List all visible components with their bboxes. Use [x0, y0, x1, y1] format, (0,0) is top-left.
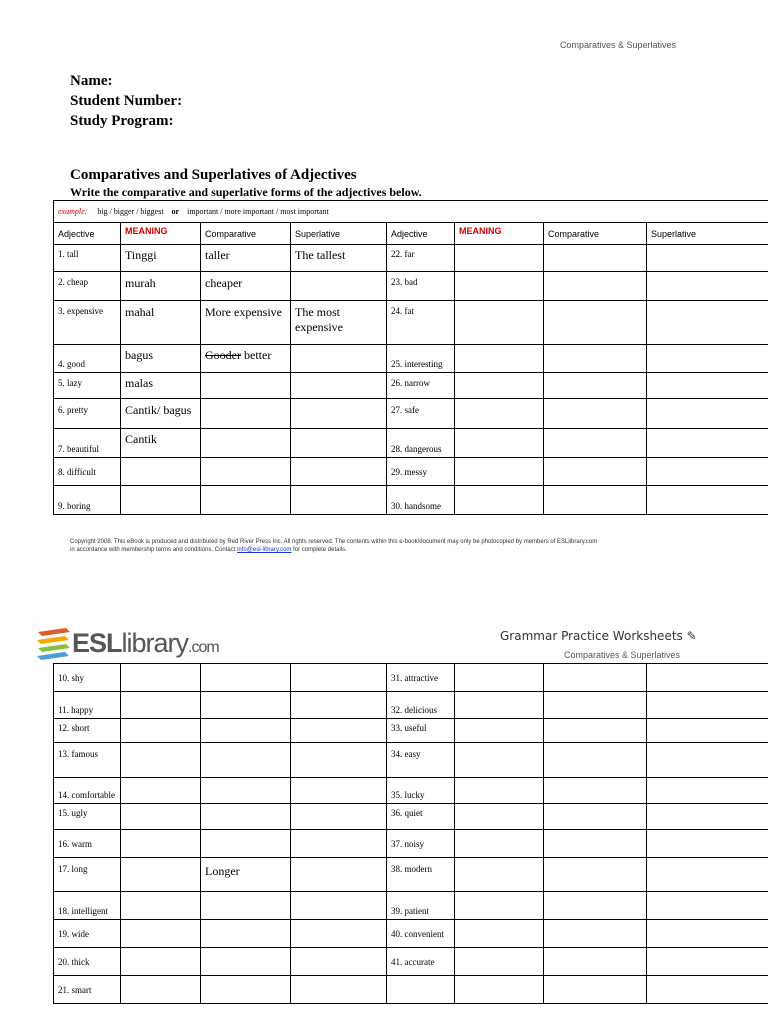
table-row — [54, 272, 768, 301]
adjective-cell: 37. noisy — [387, 830, 455, 858]
comparative-cell[interactable] — [544, 486, 647, 515]
superlative-cell[interactable] — [647, 920, 768, 948]
superlative-cell[interactable] — [647, 948, 768, 976]
adjective-cell: 40. convenient — [387, 920, 455, 948]
comparative-cell[interactable] — [544, 743, 647, 778]
header-meaning: MEANING — [121, 223, 201, 245]
adjective-cell: 16. warm — [54, 830, 121, 858]
superlative-cell[interactable] — [647, 743, 768, 778]
table-row — [54, 245, 768, 272]
superlative-cell[interactable] — [647, 719, 768, 743]
meaning-cell[interactable] — [455, 719, 544, 743]
meaning-cell[interactable] — [455, 778, 544, 804]
meaning-cell[interactable] — [455, 301, 544, 345]
meaning-cell[interactable]: Tinggi — [121, 245, 201, 272]
student-info-fields — [70, 71, 182, 131]
table-row — [54, 458, 768, 486]
meaning-cell[interactable] — [455, 458, 544, 486]
struck-answer: Gooder — [205, 348, 241, 362]
meaning-cell[interactable] — [455, 429, 544, 458]
superlative-cell[interactable] — [291, 719, 387, 743]
comparative-cell[interactable] — [201, 830, 291, 858]
superlative-cell[interactable] — [647, 892, 768, 920]
comparative-cell[interactable] — [544, 692, 647, 719]
comparative-cell[interactable]: taller — [201, 245, 291, 272]
comparative-cell[interactable] — [201, 692, 291, 719]
worksheet-instructions: Write the comparative and superlative forms of the adjectives below. — [70, 185, 422, 199]
comparative-cell[interactable] — [201, 948, 291, 976]
adjective-cell: 38. modern — [387, 858, 455, 892]
comparative-cell[interactable] — [544, 948, 647, 976]
example-or: or — [171, 207, 180, 216]
meaning-cell[interactable]: mahal — [121, 301, 201, 345]
meaning-cell[interactable] — [455, 830, 544, 858]
adjective-cell: 2. cheap — [54, 272, 121, 301]
adjective-cell: 36. quiet — [387, 804, 455, 830]
adjective-cell: 39. patient — [387, 892, 455, 920]
adjective-cell: 28. dangerous — [387, 429, 455, 458]
book-stack-icon — [36, 626, 72, 660]
comparative-cell[interactable]: Longer — [201, 858, 291, 892]
table-row — [54, 920, 768, 948]
adjective-cell: 6. pretty — [54, 399, 121, 429]
corrected-answer: better — [244, 348, 272, 362]
header-comparative: Comparative — [201, 223, 291, 245]
superlative-cell[interactable] — [647, 830, 768, 858]
adjective-cell: 5. lazy — [54, 373, 121, 399]
comparative-cell[interactable] — [544, 719, 647, 743]
adjective-cell: 4. good — [54, 345, 121, 373]
adjectives-table-page1 — [53, 200, 768, 515]
superlative-cell[interactable] — [647, 373, 768, 399]
table-row — [54, 719, 768, 743]
adjective-cell: 12. short — [54, 719, 121, 743]
table-row — [54, 301, 768, 345]
pencil-icon: ✎ — [686, 629, 697, 643]
comparative-cell[interactable] — [544, 245, 647, 272]
comparative-cell[interactable] — [201, 345, 291, 373]
superlative-cell[interactable] — [291, 804, 387, 830]
meaning-cell[interactable] — [121, 976, 201, 1004]
copyright-line-2-pre: in accordance with membership terms and conditions. Contact — [70, 547, 238, 553]
superlative-cell[interactable] — [291, 345, 387, 373]
adjective-cell: 20. thick — [54, 948, 121, 976]
comparative-cell[interactable] — [544, 920, 647, 948]
superlative-cell[interactable] — [647, 692, 768, 719]
contact-email-link[interactable]: info@esl-library.com — [237, 547, 292, 553]
comparative-cell[interactable] — [544, 373, 647, 399]
example-text-2: important / more important / most important — [187, 207, 329, 216]
copyright-line-2 — [70, 546, 597, 554]
superlative-cell[interactable] — [291, 692, 387, 719]
comparative-cell[interactable] — [544, 892, 647, 920]
example-text-1: big / bigger / biggest — [97, 207, 164, 216]
table-row — [54, 892, 768, 920]
adjective-cell: 10. shy — [54, 664, 121, 692]
meaning-cell[interactable] — [121, 892, 201, 920]
comparative-cell[interactable] — [201, 804, 291, 830]
adjective-cell: 25. interesting — [387, 345, 455, 373]
adjective-cell: 29. messy — [387, 458, 455, 486]
superlative-cell[interactable] — [647, 858, 768, 892]
meaning-cell[interactable]: Cantik/ bagus — [121, 399, 201, 429]
superlative-cell[interactable] — [291, 858, 387, 892]
meaning-cell[interactable]: Cantik — [121, 429, 201, 458]
adjective-cell: 23. bad — [387, 272, 455, 301]
meaning-cell[interactable] — [121, 664, 201, 692]
superlative-cell[interactable] — [291, 743, 387, 778]
comparative-cell[interactable] — [544, 664, 647, 692]
comparative-cell[interactable] — [544, 301, 647, 345]
logo-esl: ESL — [72, 627, 122, 658]
study-program-label: Study Program: — [70, 113, 174, 129]
table-row — [54, 373, 768, 399]
superlative-cell[interactable]: The tallest — [291, 245, 387, 272]
meaning-cell[interactable] — [455, 858, 544, 892]
header-adjective-2: Adjective — [387, 223, 455, 245]
meaning-cell[interactable] — [121, 948, 201, 976]
comparative-cell[interactable] — [201, 486, 291, 515]
adjective-cell: 18. intelligent — [54, 892, 121, 920]
adjective-cell — [387, 976, 455, 1004]
logo-library: library — [121, 627, 189, 658]
adjectives-table-page2 — [53, 663, 768, 1004]
meaning-cell[interactable] — [455, 373, 544, 399]
header-superlative: Superlative — [291, 223, 387, 245]
meaning-cell[interactable] — [455, 486, 544, 515]
meaning-cell[interactable] — [121, 458, 201, 486]
table-row — [54, 778, 768, 804]
adjective-cell: 27. safe — [387, 399, 455, 429]
superlative-cell[interactable] — [291, 778, 387, 804]
superlative-cell[interactable] — [291, 976, 387, 1004]
page-header-subtitle: Comparatives & Superlatives — [559, 40, 676, 50]
meaning-cell[interactable] — [455, 272, 544, 301]
meaning-cell[interactable] — [121, 743, 201, 778]
adjective-cell: 13. famous — [54, 743, 121, 778]
comparative-cell[interactable]: cheaper — [201, 272, 291, 301]
table-row — [54, 345, 768, 373]
worksheet-title: Comparatives and Superlatives of Adjectives — [70, 167, 357, 183]
page2-header-subtitle: Comparatives & Superlatives — [564, 650, 681, 660]
header-adjective: Adjective — [54, 223, 121, 245]
adjective-cell: 14. comfortable — [54, 778, 121, 804]
table-row — [54, 804, 768, 830]
superlative-cell[interactable] — [647, 345, 768, 373]
meaning-cell[interactable] — [121, 830, 201, 858]
adjective-cell: 22. far — [387, 245, 455, 272]
table-row — [54, 948, 768, 976]
meaning-cell[interactable] — [455, 664, 544, 692]
comparative-cell[interactable] — [544, 458, 647, 486]
grammar-worksheets-heading — [500, 629, 697, 643]
adjective-cell: 11. happy — [54, 692, 121, 719]
superlative-cell[interactable] — [291, 429, 387, 458]
comparative-cell[interactable] — [201, 458, 291, 486]
superlative-cell[interactable] — [291, 920, 387, 948]
meaning-cell[interactable] — [455, 345, 544, 373]
superlative-cell[interactable] — [647, 778, 768, 804]
name-label: Name: — [70, 73, 113, 89]
meaning-cell[interactable] — [455, 892, 544, 920]
table-row — [54, 976, 768, 1004]
adjective-cell: 21. smart — [54, 976, 121, 1004]
grammar-worksheets-title: Grammar Practice Worksheets — [500, 629, 683, 643]
adjective-cell: 24. fat — [387, 301, 455, 345]
superlative-cell[interactable] — [647, 804, 768, 830]
comparative-cell[interactable]: More expensive — [201, 301, 291, 345]
superlative-cell[interactable] — [647, 272, 768, 301]
copyright-line-2-post: for complete details. — [291, 547, 347, 553]
meaning-cell[interactable] — [121, 858, 201, 892]
table-row — [54, 399, 768, 429]
superlative-cell[interactable] — [291, 458, 387, 486]
example-label: example: — [58, 207, 88, 216]
comparative-cell[interactable] — [544, 272, 647, 301]
comparative-cell[interactable] — [201, 429, 291, 458]
meaning-cell[interactable] — [121, 719, 201, 743]
comparative-cell[interactable] — [201, 664, 291, 692]
header-comparative-2: Comparative — [544, 223, 647, 245]
table-row — [54, 692, 768, 719]
logo-wordmark — [72, 628, 219, 659]
comparative-cell[interactable] — [544, 778, 647, 804]
superlative-cell[interactable] — [291, 486, 387, 515]
table-row — [54, 830, 768, 858]
meaning-cell[interactable] — [455, 399, 544, 429]
meaning-cell[interactable]: malas — [121, 373, 201, 399]
superlative-cell[interactable] — [647, 301, 768, 345]
adjective-cell: 8. difficult — [54, 458, 121, 486]
superlative-cell[interactable] — [291, 373, 387, 399]
comparative-cell[interactable] — [544, 830, 647, 858]
table-row — [54, 858, 768, 892]
meaning-cell[interactable] — [455, 692, 544, 719]
comparative-cell[interactable] — [544, 976, 647, 1004]
header-superlative-2: Superlative — [647, 223, 768, 245]
adjective-cell: 15. ugly — [54, 804, 121, 830]
superlative-cell[interactable] — [291, 892, 387, 920]
meaning-cell[interactable] — [455, 976, 544, 1004]
adjective-cell: 9. boring — [54, 486, 121, 515]
superlative-cell[interactable] — [291, 272, 387, 301]
superlative-cell[interactable] — [647, 976, 768, 1004]
adjective-cell: 7. beautiful — [54, 429, 121, 458]
esl-library-logo — [36, 626, 219, 660]
table-row — [54, 486, 768, 515]
meaning-cell[interactable]: bagus — [121, 345, 201, 373]
adjective-cell: 31. attractive — [387, 664, 455, 692]
student-number-label: Student Number: — [70, 93, 183, 109]
superlative-cell[interactable] — [647, 486, 768, 515]
meaning-cell[interactable] — [455, 245, 544, 272]
superlative-cell[interactable] — [647, 429, 768, 458]
logo-com: .com — [188, 638, 219, 656]
comparative-cell[interactable] — [201, 373, 291, 399]
superlative-cell[interactable] — [291, 948, 387, 976]
comparative-cell[interactable] — [544, 804, 647, 830]
comparative-cell[interactable] — [201, 920, 291, 948]
comparative-cell[interactable] — [201, 719, 291, 743]
meaning-cell[interactable] — [455, 948, 544, 976]
adjective-cell: 1. tall — [54, 245, 121, 272]
adjective-cell: 35. lucky — [387, 778, 455, 804]
meaning-cell[interactable] — [455, 743, 544, 778]
comparative-cell[interactable] — [201, 778, 291, 804]
superlative-cell[interactable] — [291, 830, 387, 858]
meaning-cell[interactable] — [455, 920, 544, 948]
adjective-cell: 41. accurate — [387, 948, 455, 976]
meaning-cell[interactable] — [121, 692, 201, 719]
meaning-cell[interactable] — [121, 920, 201, 948]
meaning-cell[interactable] — [121, 486, 201, 515]
header-meaning-2: MEANING — [455, 223, 544, 245]
adjective-cell: 33. useful — [387, 719, 455, 743]
comparative-cell[interactable] — [544, 345, 647, 373]
copyright-notice — [70, 538, 597, 554]
meaning-cell[interactable] — [121, 778, 201, 804]
superlative-cell[interactable] — [647, 245, 768, 272]
table-row — [54, 429, 768, 458]
adjective-cell: 30. handsome — [387, 486, 455, 515]
superlative-cell[interactable] — [647, 664, 768, 692]
comparative-cell[interactable] — [544, 399, 647, 429]
example-row — [54, 201, 768, 223]
comparative-cell[interactable] — [201, 743, 291, 778]
meaning-cell[interactable] — [121, 804, 201, 830]
table-row — [54, 743, 768, 778]
comparative-cell[interactable] — [201, 892, 291, 920]
adjective-cell: 19. wide — [54, 920, 121, 948]
superlative-cell[interactable] — [647, 458, 768, 486]
comparative-cell[interactable] — [201, 399, 291, 429]
adjective-cell: 32. delicious — [387, 692, 455, 719]
adjective-cell: 26. narrow — [387, 373, 455, 399]
superlative-cell[interactable] — [647, 399, 768, 429]
comparative-cell[interactable] — [201, 976, 291, 1004]
meaning-cell[interactable]: murah — [121, 272, 201, 301]
adjective-cell: 3. expensive — [54, 301, 121, 345]
comparative-cell[interactable] — [544, 858, 647, 892]
superlative-cell[interactable]: The most expensive — [291, 301, 387, 345]
adjective-cell: 34. easy — [387, 743, 455, 778]
superlative-cell[interactable] — [291, 664, 387, 692]
table-header-row — [54, 223, 768, 245]
copyright-line-1: Copyright 2008. This eBook is produced and distributed by Red River Press Inc. All rights reserved. The contents within this e-book/document may only be photocopied by members of ESLlibrary.com — [70, 539, 598, 545]
adjective-cell: 17. long — [54, 858, 121, 892]
comparative-cell[interactable] — [544, 429, 647, 458]
table-row — [54, 664, 768, 692]
superlative-cell[interactable] — [291, 399, 387, 429]
meaning-cell[interactable] — [455, 804, 544, 830]
